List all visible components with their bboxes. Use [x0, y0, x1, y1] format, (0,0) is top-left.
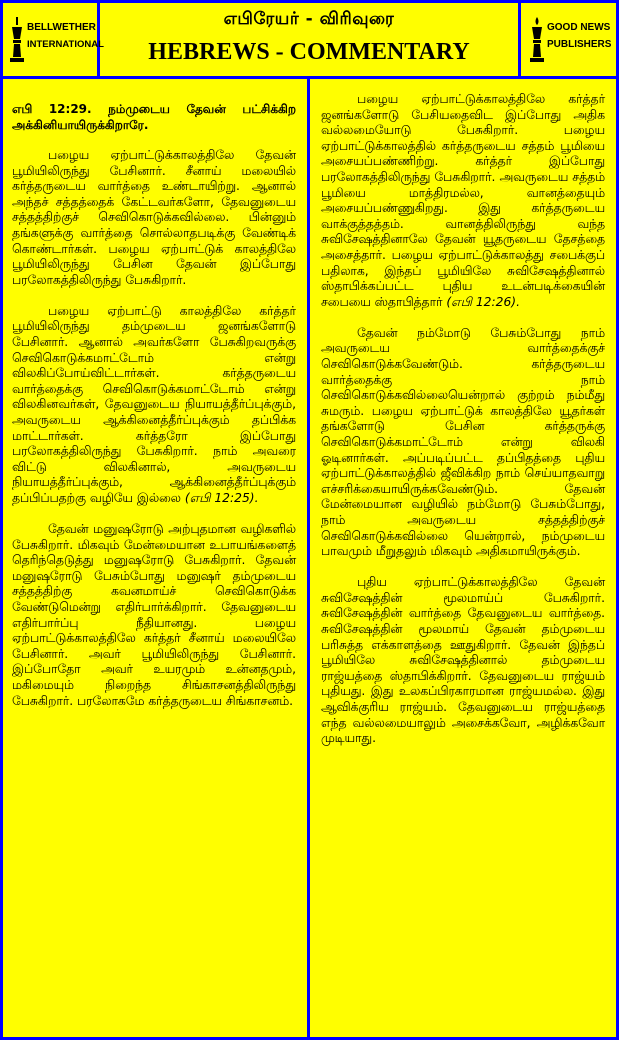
bellwether-logo-line2: INTERNATIONAL — [27, 39, 104, 50]
good-news-logo-line2: PUBLISHERS — [547, 39, 612, 50]
good-news-logo — [518, 3, 616, 76]
bellwether-logo — [3, 3, 104, 76]
verse-reference: (எபி 12:25). — [184, 490, 259, 505]
right-column — [321, 92, 605, 762]
column-divider — [307, 76, 310, 1037]
right-paragraph-2: தேவன் நம்மோடு பேசும்போது நாம் அவருடைய வார்த்தைக்குச் செவிகொடுக்கவேண்டும். கர்த்தருடைய வார்த்தைக்கு நாம் செவிகொடுக்கவில்லையென்றால் குற்றம் நம்மீது சுமரும். பழைய ஏற்பாட்டுக் காலத்திலே யூதர்கள் தங்களோடு பேசின கர்த்தருக்கு செவிகொடுக்கமாட்டோம் என்று விலகி ஓடினார்கள். அப்படிப்பட்ட தப்பிதத்தை புதிய ஏற்பாட்டுக்காலத்தில் ஜீவிக்கிற நாம் செய்யாதவாறு எச்சரிக்கையாயிருக்கவேண்டும். தேவன் மேன்மையான வழியில் நம்மோடு பேசும்போது, நாம் அவருடைய சத்தத்திற்குச் செவிகொடுக்கவில்லை யென்றால், நம்முடைய பாவமும் மீறுதலும் மிகவும் அதிகமாயிருக்கும். — [321, 325, 605, 559]
title-block — [103, 3, 515, 76]
left-paragraph-3: தேவன் மனுஷரோடு அற்புதமான வழிகளில் பேசுகிறார். மிகவும் மேன்மையான உபாயங்களைத் தெரிந்தெடுத்து மனுஷரோடு பேசுகிறார். தேவன் மனுஷரோடு பேசும்போது மனுஷர் தம்முடைய சத்தத்திற்கு கவனமாய்ச் செவிகொடுக்க வேண்டுமென்று எதிர்பார்க்கிறார். தேவனுடைய எதிர்பார்ப்பு நீதியானது. பழைய ஏற்பாட்டுக்காலத்திலே கர்த்தர் சீனாய் மலையிலே பேசினார். அவர் பூமியிலிருந்து பேசினார். இப்போதோ அவர் உயரமும் உன்னதமும், மகிமையும் நிறைந்த சிங்காசனத்திலிருந்து பேசுகிறார். பரலோகமே கர்த்தருடைய சிங்காசனம். — [12, 522, 296, 708]
left-column — [12, 90, 296, 725]
title-tamil: எபிரேயர் - விரிவுரை — [223, 9, 395, 29]
verse-reference: (எபி 12:26). — [446, 294, 521, 309]
bellwether-lamp-icon — [9, 17, 25, 63]
good-news-logo-line1: GOOD NEWS — [547, 22, 611, 33]
good-news-lamp-icon — [529, 17, 545, 63]
left-paragraph-2-text: பழைய ஏற்பாட்டு காலத்திலே கர்த்தர் பூமியிலிருந்து தம்முடைய ஜனங்களோடு பேசினார். ஆனால் அவர்களோ பேசுகிறவருக்கு செவிகொடுக்கமாட்டோம் என்று விலகிப்போய்விட்டார்கள். கர்த்தருடைய வார்த்தைக்கு செவிகொடுக்கமாட்டோம் என்று விலகினவர்கள், தேவனுடைய நியாயத்தீர்ப்புக்கும், அவருடைய ஆக்கினைத்தீர்ப்புக்கும் தப்பிக்க மாட்டார்கள். கர்த்தரோ இப்போது பரலோகத்திலிருந்து பேசுகிறார். நாம் அவரை விட்டு விலகினால், அவருடைய நியாயத்தீர்ப்புக்கும், ஆக்கினைத்தீர்ப்புக்கும் தப்பிப்பதற்கு வழியே இல்லை — [12, 303, 296, 505]
left-paragraph-1: பழைய ஏற்பாட்டுக்காலத்திலே தேவன் பூமியிலிருந்து பேசினார். சீனாய் மலையில் கர்த்தருடைய வார்த்தை உண்டாயிற்று. ஆனால் அந்தச் சத்தத்தைக் கேட்டவர்களோ, தேவனுடைய சத்தத்திற்குச் செவிகொடுக்கவில்லை. பின்னும் தங்களுக்கு வார்த்தை சொல்லாதபடிக்கு வேண்டிக் கொண்டார்கள். பழைய ஏற்பாட்டுக் காலத்திலே பூமியிலிருந்து பேசின தேவன் இப்போது பரலோகத்திலிருந்து பேசுகிறார். — [12, 148, 296, 287]
page-header — [3, 3, 616, 79]
verse-heading: எபி 12:29. நம்முடைய தேவன் பட்சிக்கிற அக்கினியாயிருக்கிறாரே. — [12, 102, 296, 132]
left-paragraph-2 — [12, 304, 296, 507]
right-paragraph-1-text: பழைய ஏற்பாட்டுக்காலத்திலே கர்த்தர் ஜனங்களோடு பேசியதைவிட இப்போது அதிக வல்லமையோடு பேசுகிறார். பழைய ஏற்பாட்டுக்காலத்தில் கர்த்தருடைய சத்தம் பூமியை அசையப்பண்ணிற்று. கர்த்தர் இப்போது பரலோகத்திலிருந்து பேசுகிறார். அவருடைய சத்தம் பூமியை மாத்திரமல்ல, வானத்தையும் அசையப்பண்ணுகிறது. இது கர்த்தருடைய வாக்குத்தத்தம். வானத்திலிருந்து வந்த சுவிசேஷத்தினாலே தேவன் யூதருடைய தேசத்தை அசைத்தார். பழைய ஏற்பாட்டுக்காலத்து சபைக்குப் பதிலாக, இந்தப் பூமியிலே சுவிசேஷத்தினால் ஸ்தாபிக்கப்பட்ட புதிய உடன்படிக்கையின் சபையை ஸ்தாபித்தார் — [321, 92, 605, 309]
title-english: HEBREWS - COMMENTARY — [148, 39, 470, 65]
right-paragraph-3: புதிய ஏற்பாட்டுக்காலத்திலே தேவன் சுவிசேஷத்தின் மூலமாய்ப் பேசுகிறார். சுவிசேஷத்தின் வார்த்தை தேவனுடைய வார்த்தை. சுவிசேஷத்தின் மூலமாய் தேவன் தம்முடைய பரிசுத்த எக்காளத்தை ஊதுகிறார். தேவன் இந்தப் பூமியிலே சுவிசேஷத்தினால் தம்முடைய ராஜ்யத்தை ஸ்தாபிக்கிறார். தேவனுடைய ராஜ்யம் புதியது. இது உலகப்பிரகாரமான ராஜ்யமல்ல. இது ஆவிக்குரிய ராஜ்யம். தேவனுடைய ராஜ்யத்தை எந்த வல்லமையாலும் அசைக்கவோ, அழிக்கவோ முடியாது. — [321, 575, 605, 746]
right-paragraph-1 — [321, 92, 605, 310]
bellwether-logo-line1: BELLWETHER — [27, 22, 96, 33]
